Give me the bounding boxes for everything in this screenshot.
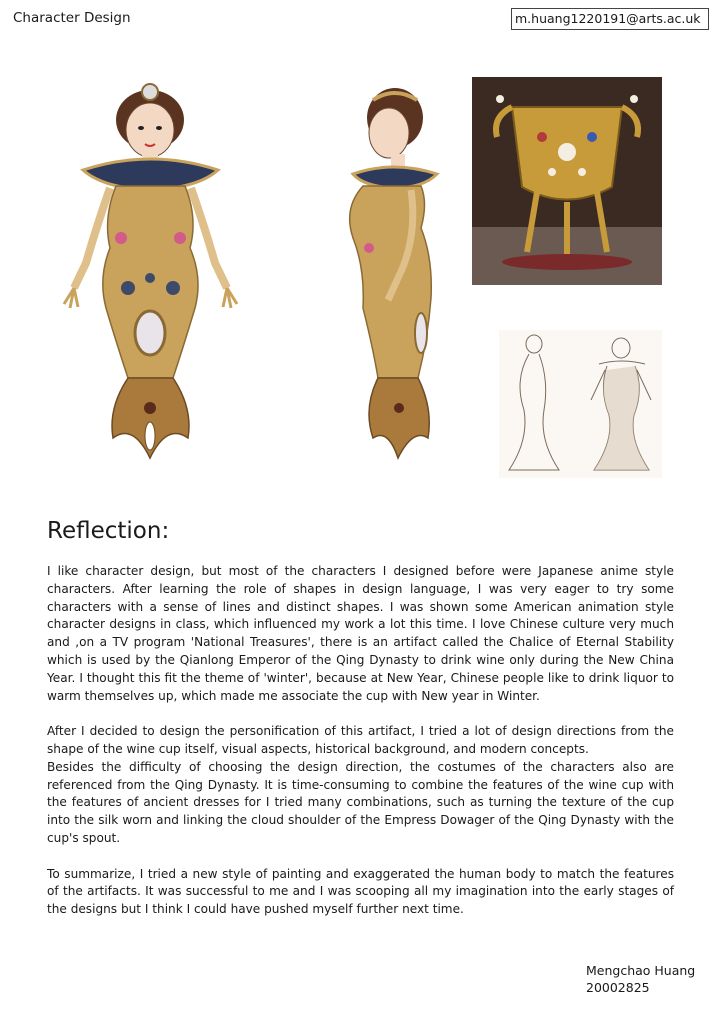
reflection-paragraph-1: I like character design, but most of the characters I designed before were Japanese anime style characters. After learning the role of shapes in design language, I was very eager to try some characters with a sense of lines and distinct shapes. I was shown some American animation style character designs in class, which influenced my work a lot this time. I love Chinese culture very much and ,on a TV program 'National Treasures', there is an artifact called the Chalice of Eternal Stability which is used by the Qianlong Emperor of the Qing Dynasty to drink wine only during the New China Year. I thought this fit the theme of 'winter', because at New Year, Chinese people like to drink liquor to warm themselves up, which made me associate the cup with New year in Winter. (47, 564, 674, 703)
pencil-sketch-icon (499, 330, 662, 478)
reflection-body (47, 563, 674, 937)
reflection-paragraph-3: Besides the difficulty of choosing the design direction, the costumes of the characters also are referenced from the Qing Dynasty. It is time-consuming to combine the features of the wine cup with the features of ancient dresses for I tried many combinations, such as turning the texture of the cup into the silk worn and linking the cloud shoulder of the Empress Dowager of the Qing Dynasty with the cup's spout. (47, 759, 674, 845)
reflection-paragraph-2: After I decided to design the personification of this artifact, I tried a lot of design directions from the shape of the wine cup itself, visual aspects, historical background, and modern concepts. (47, 724, 674, 756)
page-title: Character Design (13, 10, 131, 26)
character-side-icon (333, 78, 443, 473)
character-front-illustration (58, 78, 243, 473)
email-box: m.huang1220191@arts.ac.uk (511, 8, 709, 30)
author-name: Mengchao Huang (586, 963, 696, 978)
character-side-illustration (333, 78, 443, 473)
reflection-heading: Reflection: (47, 518, 170, 544)
character-front-icon (58, 78, 243, 473)
pencil-sketches (499, 330, 662, 478)
chalice-reference-photo (472, 77, 662, 285)
reflection-paragraph-4: To summarize, I tried a new style of painting and exaggerated the human body to match the features of the artifacts. It was successful to me and I was scooping all my imagination into the early stages of the designs but I think I could have pushed myself further next time. (47, 866, 674, 917)
student-id: 20002825 (586, 980, 650, 995)
signature (586, 962, 695, 996)
chalice-photo-icon (472, 77, 662, 285)
